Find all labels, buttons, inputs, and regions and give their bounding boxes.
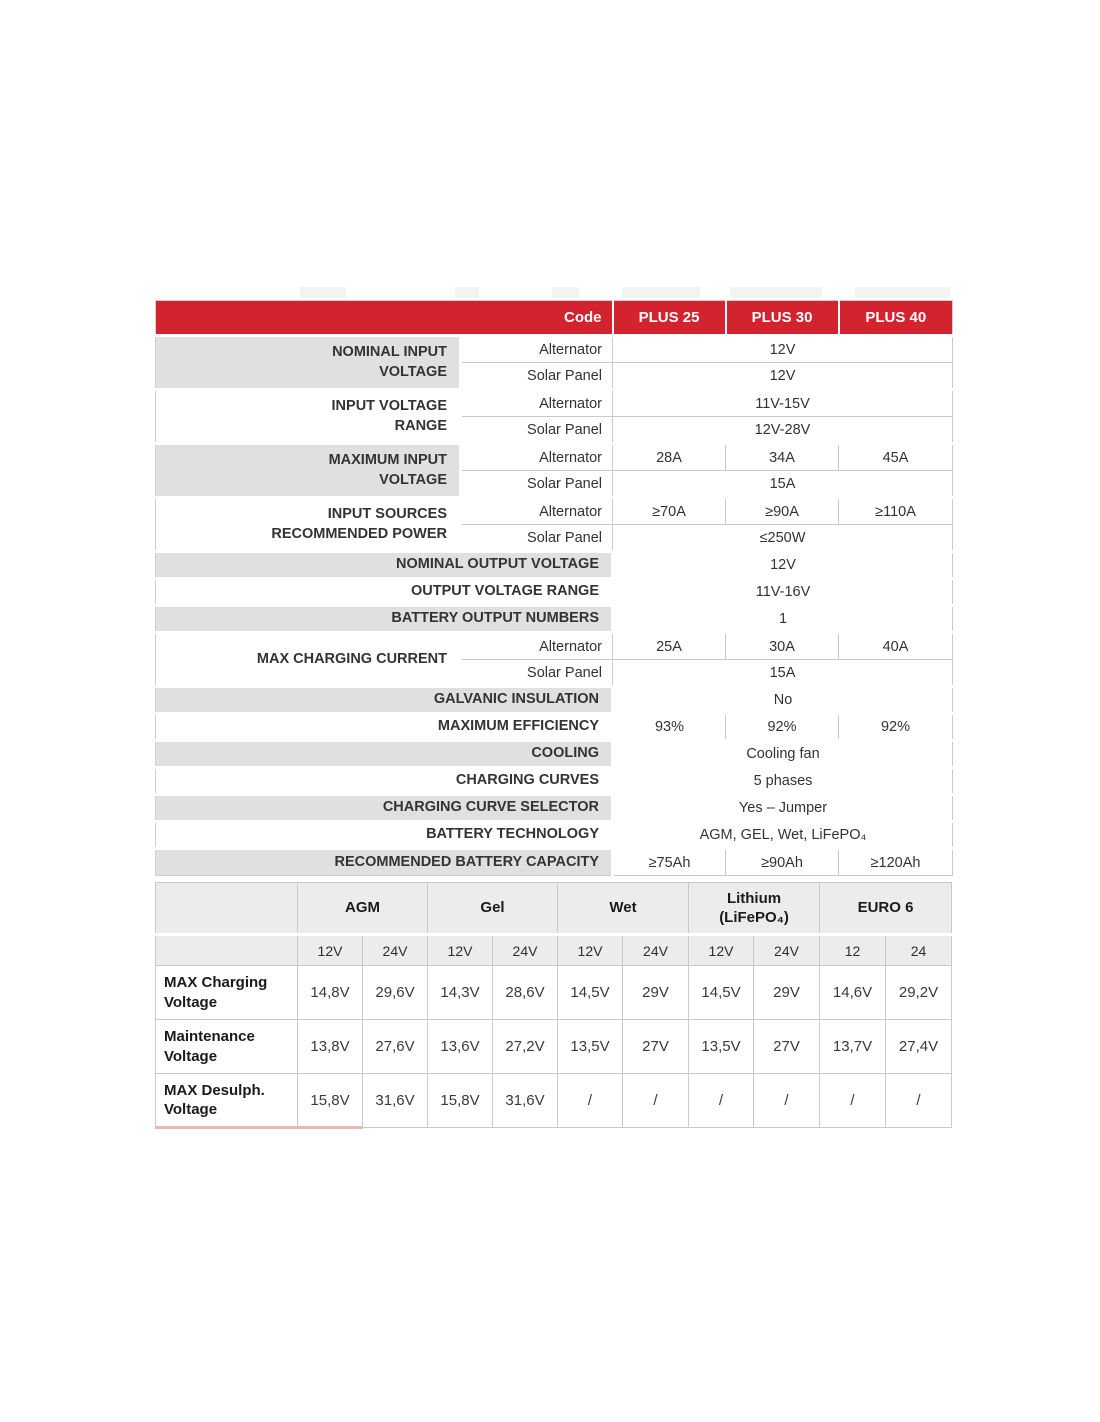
spec-row (156, 579, 953, 606)
voltage-value: 29,2V (886, 966, 952, 1020)
spec-value: 11V-15V (613, 390, 953, 417)
spec-value: No (613, 687, 953, 714)
voltage-value: 13,5V (689, 1020, 754, 1074)
spec-row-label (156, 336, 461, 390)
spec-value: Cooling fan (613, 741, 953, 768)
spec-row-label: CHARGING CURVES (156, 768, 613, 795)
spec-value: 11V-16V (613, 579, 953, 606)
spec-row-label: MAX CHARGING CURRENT (156, 633, 461, 687)
spec-row (156, 849, 953, 876)
voltage-table (155, 882, 952, 1129)
voltage-value: 14,8V (298, 966, 363, 1020)
subheader-cell: 24V (623, 935, 689, 966)
spec-value: 12V (613, 552, 953, 579)
spec-value: 5 phases (613, 768, 953, 795)
voltage-value: 27V (623, 1020, 689, 1074)
voltage-row-max-desulph (156, 1074, 952, 1128)
spec-row-label (156, 390, 461, 444)
spec-value: 30A (726, 633, 839, 660)
label-line: RANGE (394, 417, 447, 434)
spec-value: ≥75Ah (613, 849, 726, 876)
spec-row (156, 822, 953, 849)
source-label: Solar Panel (461, 471, 613, 498)
spec-value: 12V (613, 336, 953, 363)
column-plus-25: PLUS 25 (613, 301, 726, 336)
spec-value: 1 (613, 606, 953, 633)
voltage-value: 14,6V (820, 966, 886, 1020)
label-line: NOMINAL INPUT (332, 343, 447, 360)
spec-table (155, 300, 953, 876)
spec-value: 28A (613, 444, 726, 471)
spec-row-label (156, 444, 461, 498)
spec-row (156, 606, 953, 633)
voltage-value: 29,6V (363, 966, 428, 1020)
spec-value: 45A (839, 444, 953, 471)
subheader-cell: 24V (754, 935, 820, 966)
group-header-wet: Wet (558, 883, 689, 935)
label-line: Lithium (726, 889, 782, 907)
spec-value: 40A (839, 633, 953, 660)
spec-value: ≥70A (613, 498, 726, 525)
spec-value: 93% (613, 714, 726, 741)
voltage-value: 29V (754, 966, 820, 1020)
voltage-value: / (689, 1074, 754, 1128)
source-label: Solar Panel (461, 363, 613, 390)
spec-row-label: COOLING (156, 741, 613, 768)
watermark-smudge (300, 287, 346, 298)
source-label: Alternator (461, 336, 613, 363)
spec-value: Yes – Jumper (613, 795, 953, 822)
label-line: MAXIMUM INPUT (328, 451, 447, 468)
spec-value: ≤250W (613, 525, 953, 552)
voltage-value: 27,2V (493, 1020, 558, 1074)
voltage-value: 27,4V (886, 1020, 952, 1074)
source-label: Solar Panel (461, 525, 613, 552)
voltage-row-label (156, 1074, 298, 1128)
spec-row (156, 741, 953, 768)
voltage-row-label (156, 1020, 298, 1074)
subheader-cell: 24 (886, 935, 952, 966)
voltage-subheader-row (156, 935, 952, 966)
voltage-value: 13,8V (298, 1020, 363, 1074)
label-line: VOLTAGE (379, 471, 447, 488)
subheader-cell: 24V (493, 935, 558, 966)
voltage-value: 27,6V (363, 1020, 428, 1074)
subheader-cell: 12V (298, 935, 363, 966)
spec-row (156, 390, 953, 417)
voltage-row-maintenance (156, 1020, 952, 1074)
voltage-value: 28,6V (493, 966, 558, 1020)
group-header-agm: AGM (298, 883, 428, 935)
spec-value: ≥90A (726, 498, 839, 525)
voltage-value: / (558, 1074, 623, 1128)
voltage-value: / (886, 1074, 952, 1128)
source-label: Alternator (461, 633, 613, 660)
spec-value: 34A (726, 444, 839, 471)
label-line: MAX Charging (164, 974, 268, 991)
voltage-value: 14,5V (689, 966, 754, 1020)
group-header-euro6: EURO 6 (820, 883, 952, 935)
voltage-row-max-charging (156, 966, 952, 1020)
label-line: Voltage (164, 1047, 218, 1065)
label-line: MAX Desulph. (164, 1081, 265, 1099)
voltage-value: 29V (623, 966, 689, 1020)
code-header: Code (156, 301, 613, 336)
source-label: Solar Panel (461, 417, 613, 444)
spec-row (156, 768, 953, 795)
spec-row (156, 633, 953, 660)
spec-value: ≥110A (839, 498, 953, 525)
voltage-value: 13,7V (820, 1020, 886, 1074)
label-line: Voltage (164, 993, 218, 1011)
corner-cell (156, 935, 298, 966)
label-line: INPUT SOURCES (327, 505, 447, 522)
spec-row-label: BATTERY OUTPUT NUMBERS (156, 606, 613, 633)
battery-type-header-row (156, 883, 952, 935)
voltage-value: 14,3V (428, 966, 493, 1020)
subheader-cell: 12V (689, 935, 754, 966)
spec-row (156, 552, 953, 579)
voltage-value: 15,8V (298, 1074, 363, 1128)
voltage-value: 31,6V (363, 1074, 428, 1128)
voltage-value: 27V (754, 1020, 820, 1074)
watermark-smudge (552, 287, 579, 298)
spec-value: ≥120Ah (839, 849, 953, 876)
spec-row (156, 795, 953, 822)
spec-value: 12V-28V (613, 417, 953, 444)
spec-row-label: MAXIMUM EFFICIENCY (156, 714, 613, 741)
voltage-value: 15,8V (428, 1074, 493, 1128)
voltage-row-label (156, 966, 298, 1020)
spec-value: 92% (726, 714, 839, 741)
label-line: Voltage (164, 1101, 218, 1118)
spec-value: 15A (613, 471, 953, 498)
spec-value: 12V (613, 363, 953, 390)
spec-value: 25A (613, 633, 726, 660)
subheader-cell: 12V (558, 935, 623, 966)
subheader-cell: 12V (428, 935, 493, 966)
subheader-cell: 24V (363, 935, 428, 966)
spec-row-label: OUTPUT VOLTAGE RANGE (156, 579, 613, 606)
watermark-smudge (455, 287, 479, 298)
group-header-lithium (689, 883, 820, 935)
spec-row-label: GALVANIC INSULATION (156, 687, 613, 714)
voltage-value: 13,6V (428, 1020, 493, 1074)
watermark-smudge (730, 287, 822, 298)
spec-row-label: CHARGING CURVE SELECTOR (156, 795, 613, 822)
label-line: (LiFePO₄) (719, 909, 789, 926)
source-label: Solar Panel (461, 660, 613, 687)
spec-row (156, 687, 953, 714)
source-label: Alternator (461, 390, 613, 417)
column-plus-40: PLUS 40 (839, 301, 953, 336)
watermark-smudge (622, 287, 700, 298)
corner-cell (156, 883, 298, 935)
spec-value: ≥90Ah (726, 849, 839, 876)
voltage-value: / (754, 1074, 820, 1128)
label-line: INPUT VOLTAGE (331, 397, 447, 414)
label-line: Maintenance (164, 1028, 255, 1045)
spec-row-label: NOMINAL OUTPUT VOLTAGE (156, 552, 613, 579)
voltage-value: / (820, 1074, 886, 1128)
spec-row (156, 444, 953, 471)
spec-row-label: RECOMMENDED BATTERY CAPACITY (156, 849, 613, 876)
spec-row (156, 714, 953, 741)
voltage-value: 31,6V (493, 1074, 558, 1128)
spec-value: AGM, GEL, Wet, LiFePO₄ (613, 822, 953, 849)
label-line: VOLTAGE (379, 363, 447, 380)
spec-row-label (156, 498, 461, 552)
voltage-value: 13,5V (558, 1020, 623, 1074)
spec-row (156, 498, 953, 525)
voltage-value: / (623, 1074, 689, 1128)
spec-header-row (156, 301, 953, 336)
spec-sheet (155, 300, 952, 1129)
spec-value: 92% (839, 714, 953, 741)
source-label: Alternator (461, 444, 613, 471)
spec-row (156, 336, 953, 363)
watermark-smudge (855, 287, 950, 298)
spec-row-label: BATTERY TECHNOLOGY (156, 822, 613, 849)
source-label: Alternator (461, 498, 613, 525)
spec-value: 15A (613, 660, 953, 687)
voltage-value: 14,5V (558, 966, 623, 1020)
label-line: RECOMMENDED POWER (271, 525, 447, 542)
subheader-cell: 12 (820, 935, 886, 966)
column-plus-30: PLUS 30 (726, 301, 839, 336)
group-header-gel: Gel (428, 883, 558, 935)
